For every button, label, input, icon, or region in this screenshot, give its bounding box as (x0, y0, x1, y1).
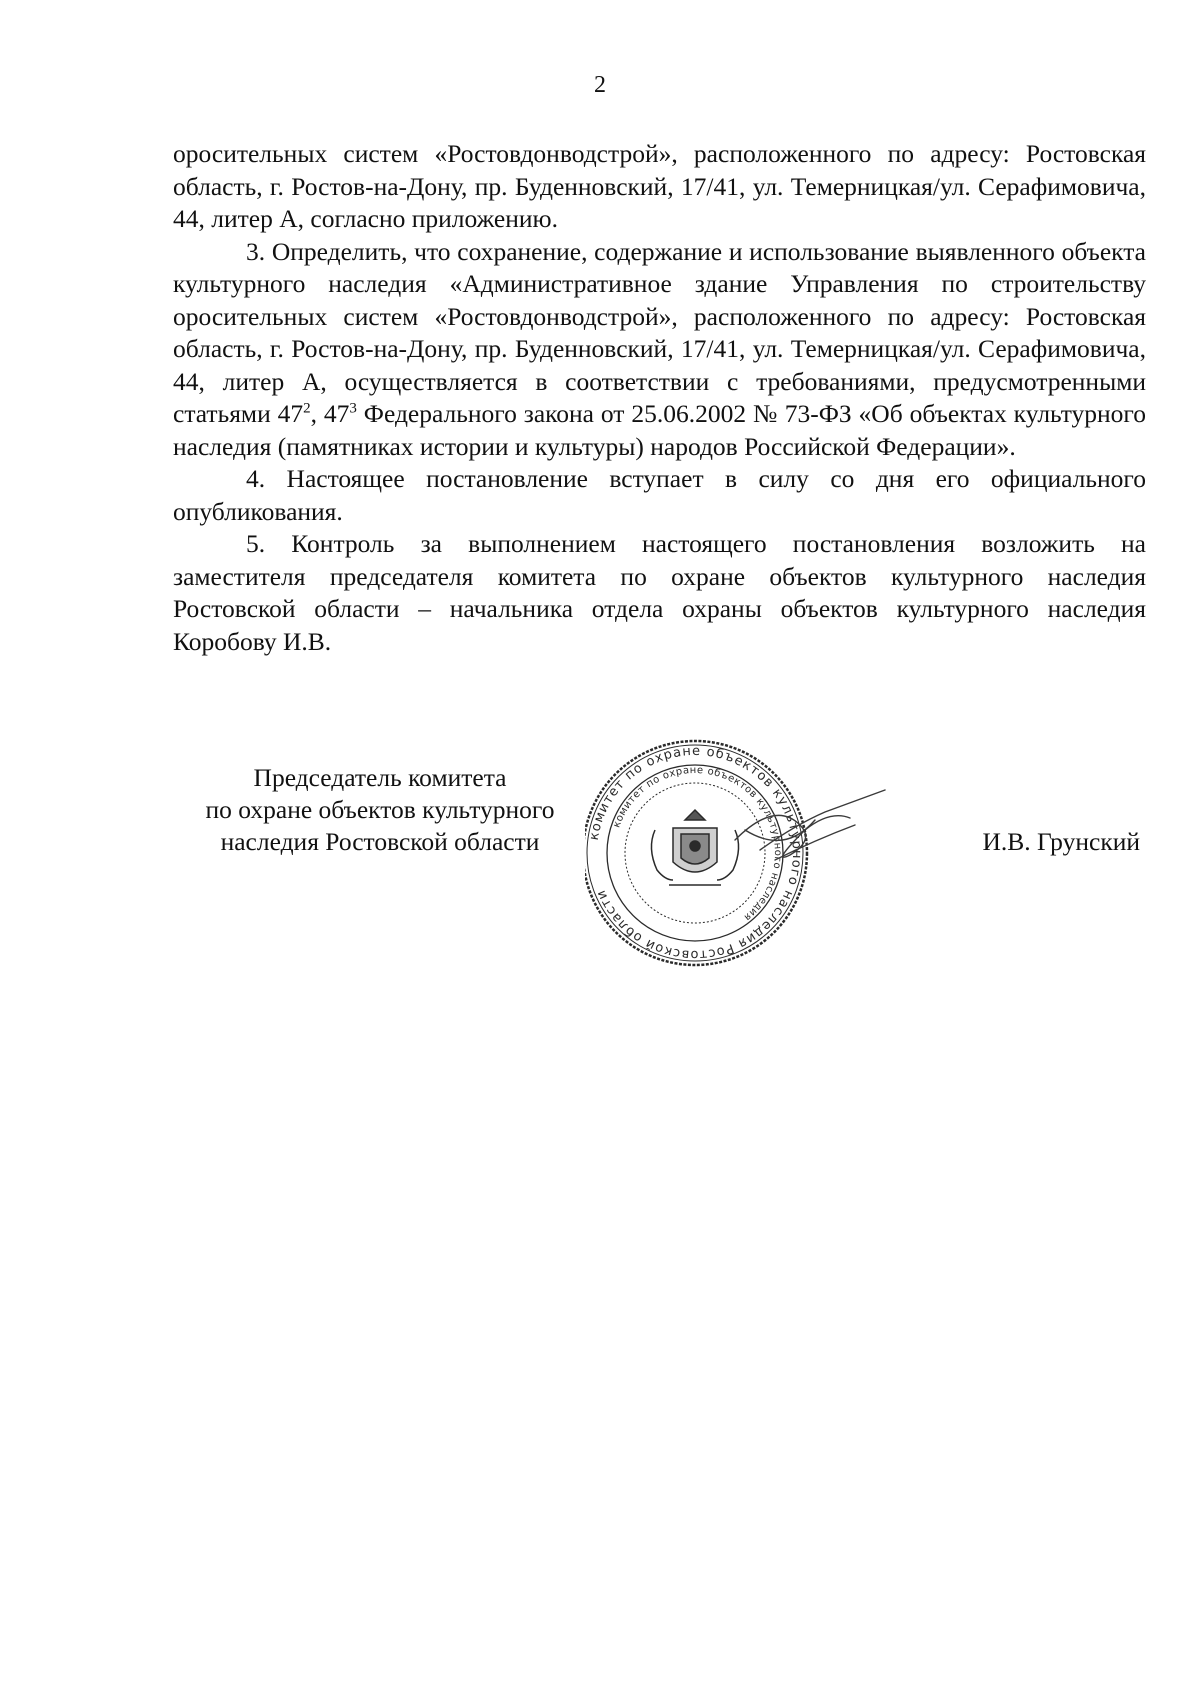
paragraph-item-4: 4. Настоящее постановление вступает в силу со дня его официального опубликования. (173, 464, 1146, 526)
signer-name: И.В. Грунский (982, 827, 1140, 856)
document-body (173, 138, 1146, 658)
signer-position (170, 762, 590, 858)
signer-position-line-1: Председатель комитета (253, 763, 507, 792)
paragraph-item-3 (173, 236, 1146, 464)
article-superscript-3: 3 (349, 400, 357, 417)
seal-inner-text: комитет по охране объектов культурного наследия (611, 764, 784, 923)
paragraph-item-3-text-mid: , 47 (310, 399, 350, 428)
seal-outer-text: комитет по охране объектов культурного наследия Ростовской области (586, 743, 805, 963)
paragraph-item-3-text-start: 3. Определить, что сохранение, содержание и использование выявленного объекта культурного наследия «Административное здание Управления по строительству оросительных систем «Ростовдонводстрой», расположенного по адресу: Ростовская область, г. Ростов-на-Дону, пр. Буденновский, 17/41, ул. Темерницкая/ул. Серафимовича, 44, литер А, осуществляется в соответствии с требованиями, предусмотренными статьями 47 (173, 236, 1146, 428)
paragraph-item-5: 5. Контроль за выполнением настоящего постановления возложить на заместителя председателя комитета по охране объектов культурного наследия Ростовской области – начальника отдела охраны объектов культурного наследия Коробову И.В. (173, 529, 1146, 656)
signer-position-line-2: по охране объектов культурного (205, 795, 555, 824)
coat-of-arms-icon (651, 810, 738, 885)
page-number: 2 (594, 72, 606, 98)
official-seal (585, 730, 905, 980)
article-superscript-2: 2 (303, 400, 311, 417)
paragraph-continuation: оросительных систем «Ростовдонводстрой», расположенного по адресу: Ростовская область, г. Ростов-на-Дону, пр. Буденновский, 17/41, ул. Темерницкая/ул. Серафимовича, 44, литер А, согласно приложению. (173, 139, 1146, 233)
signer-position-line-3: наследия Ростовской области (220, 827, 540, 856)
paragraph-item-3-text-end: Федерального закона от 25.06.2002 № 73-ФЗ «Об объектах культурного наследия (памятниках истории и культуры) народов Российской Федерации». (173, 399, 1146, 461)
